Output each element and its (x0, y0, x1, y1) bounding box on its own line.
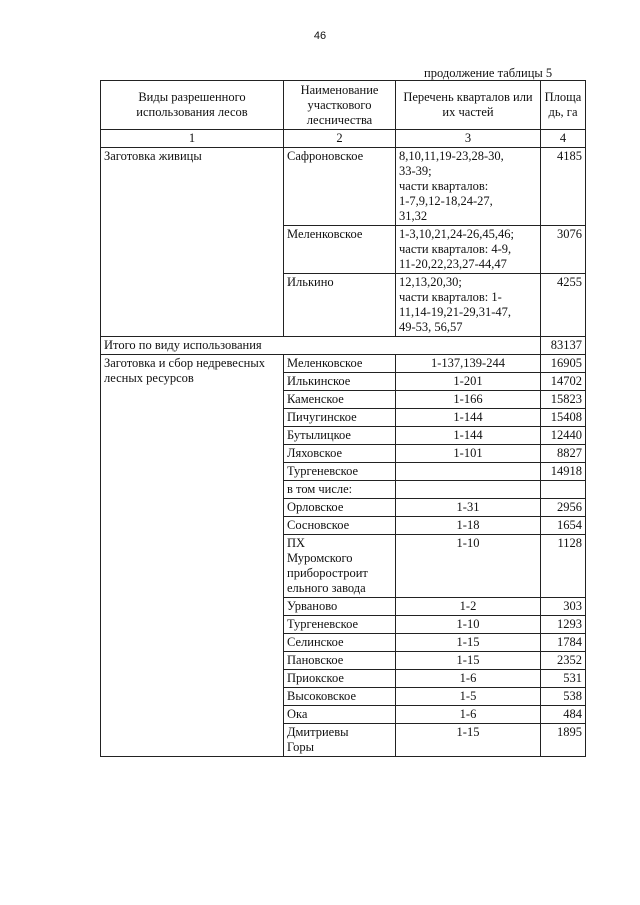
forestry-cell: Ока (284, 706, 396, 724)
forestry-cell: Сосновское (284, 517, 396, 535)
table-row (101, 148, 586, 226)
area-cell: 16905 (541, 355, 586, 373)
forestry-cell: Илькинское (284, 373, 396, 391)
area-cell (541, 481, 586, 499)
column-number-row (101, 130, 586, 148)
quarters-cell: 1-2 (396, 598, 541, 616)
forestry-cell: Тургеневское (284, 616, 396, 634)
quarters-cell: 1-137,139-244 (396, 355, 541, 373)
quarters-cell: 1-18 (396, 517, 541, 535)
forestry-cell: Илькино (284, 274, 396, 337)
forestry-cell: Орловское (284, 499, 396, 517)
quarters-cell: 1-15 (396, 634, 541, 652)
use-type-cell: Заготовка и сбор недревесных лесных ресурсов (101, 355, 284, 757)
area-cell: 14702 (541, 373, 586, 391)
area-cell: 14918 (541, 463, 586, 481)
forestry-cell: ПХ Муромского приборостроит ельного завода (284, 535, 396, 598)
column-number: 4 (541, 130, 586, 148)
area-cell: 538 (541, 688, 586, 706)
quarters-cell (396, 481, 541, 499)
area-cell: 1895 (541, 724, 586, 757)
subtotal-label: Итого по виду использования (101, 337, 541, 355)
area-cell: 484 (541, 706, 586, 724)
area-cell: 12440 (541, 427, 586, 445)
area-cell: 8827 (541, 445, 586, 463)
area-cell: 303 (541, 598, 586, 616)
page-number: 46 (313, 30, 327, 42)
quarters-cell: 12,13,20,30; части кварталов: 1- 11,14-19,21-29,31-47, 49-53, 56,57 (396, 274, 541, 337)
forestry-cell: Меленковское (284, 355, 396, 373)
forest-use-table (100, 80, 586, 757)
forestry-cell: Пановское (284, 652, 396, 670)
area-cell: 531 (541, 670, 586, 688)
use-type-cell: Заготовка живицы (101, 148, 284, 337)
forestry-cell: Пичугинское (284, 409, 396, 427)
area-cell: 15823 (541, 391, 586, 409)
forestry-cell: Бутылицкое (284, 427, 396, 445)
column-number: 1 (101, 130, 284, 148)
quarters-cell: 1-144 (396, 409, 541, 427)
header-forestry: Наименование участкового лесничества (284, 81, 396, 130)
area-cell: 1654 (541, 517, 586, 535)
forestry-cell: Ляховское (284, 445, 396, 463)
quarters-cell: 1-10 (396, 535, 541, 598)
forestry-cell: Каменское (284, 391, 396, 409)
table-row (101, 355, 586, 373)
quarters-cell: 1-31 (396, 499, 541, 517)
quarters-cell: 1-144 (396, 427, 541, 445)
area-cell: 1784 (541, 634, 586, 652)
forestry-cell: Высоковское (284, 688, 396, 706)
quarters-cell: 1-3,10,21,24-26,45,46; части кварталов: 4-9, 11-20,22,23,27-44,47 (396, 226, 541, 274)
header-quarters: Перечень кварталов или их частей (396, 81, 541, 130)
quarters-cell: 1-101 (396, 445, 541, 463)
forestry-cell: Селинское (284, 634, 396, 652)
quarters-cell: 1-201 (396, 373, 541, 391)
area-cell: 1128 (541, 535, 586, 598)
forestry-cell: Меленковское (284, 226, 396, 274)
quarters-cell: 1-15 (396, 724, 541, 757)
table-continuation-label: продолжение таблицы 5 (424, 66, 553, 80)
forestry-cell: Тургеневское (284, 463, 396, 481)
area-cell: 15408 (541, 409, 586, 427)
area-cell: 3076 (541, 226, 586, 274)
forestry-cell: Урваново (284, 598, 396, 616)
forestry-cell: Дмитриевы Горы (284, 724, 396, 757)
quarters-cell: 1-15 (396, 652, 541, 670)
forestry-cell: в том числе: (284, 481, 396, 499)
quarters-cell: 1-6 (396, 706, 541, 724)
area-cell: 2352 (541, 652, 586, 670)
header-use-type: Виды разрешенного использования лесов (101, 81, 284, 130)
header-area: Площа дь, га (541, 81, 586, 130)
quarters-cell: 1-6 (396, 670, 541, 688)
subtotal-area: 83137 (541, 337, 586, 355)
subtotal-row (101, 337, 586, 355)
quarters-cell: 1-5 (396, 688, 541, 706)
area-cell: 1293 (541, 616, 586, 634)
area-cell: 4255 (541, 274, 586, 337)
area-cell: 4185 (541, 148, 586, 226)
quarters-cell: 1-10 (396, 616, 541, 634)
quarters-cell: 1-166 (396, 391, 541, 409)
column-number: 2 (284, 130, 396, 148)
area-cell: 2956 (541, 499, 586, 517)
quarters-cell (396, 463, 541, 481)
forestry-cell: Приокское (284, 670, 396, 688)
table-header-row (101, 81, 586, 130)
quarters-cell: 8,10,11,19-23,28-30, 33-39; части кварталов: 1-7,9,12-18,24-27, 31,32 (396, 148, 541, 226)
column-number: 3 (396, 130, 541, 148)
forestry-cell: Сафроновское (284, 148, 396, 226)
